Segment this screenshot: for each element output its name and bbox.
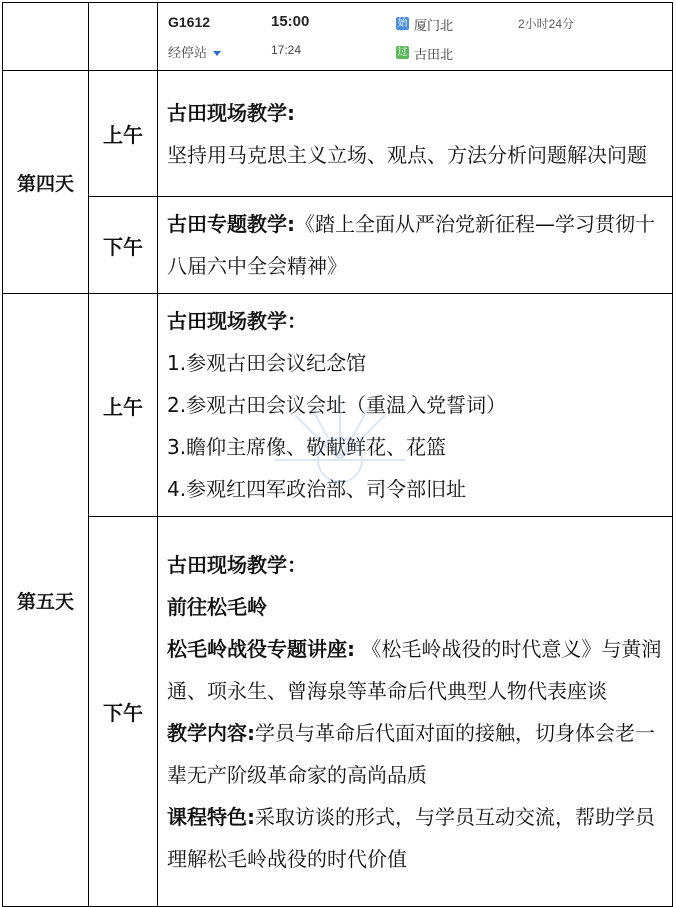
schedule-table	[2, 2, 673, 907]
feature-text: 采取访谈的形式，与学员互动交流，帮助学员理解松毛岭战役的时代价值	[167, 804, 655, 871]
lecture-label: 松毛岭战役专题讲座:	[167, 636, 355, 661]
day5-morning-title: 古田现场教学：	[167, 309, 307, 333]
to-station: 古田北	[414, 46, 454, 62]
list-item: 3.瞻仰主席像、敬献鲜花、花篮	[167, 435, 447, 459]
day5-label: 第五天	[3, 294, 89, 907]
lecture-text: 《松毛岭战役的时代意义》与黄润通、项永生、曾海泉等革命后代典型人物代表座谈	[167, 636, 662, 703]
depart-time: 15:00	[271, 12, 310, 30]
day4-afternoon-period: 下午	[89, 197, 158, 294]
day5-afternoon-content	[158, 517, 673, 907]
train-info-cell	[158, 3, 673, 71]
day5-morning-period: 上午	[89, 294, 158, 517]
duration: 2小时24分	[518, 16, 575, 31]
day4-afternoon-text: 《踏上全面从严治党新征程—学习贯彻十八届六中全会精神》	[167, 212, 655, 278]
day4-morning-title: 古田现场教学:	[167, 100, 295, 125]
empty-cell	[89, 3, 158, 71]
list-item: 4.参观红四军政治部、司令部旧址	[167, 477, 467, 501]
pass-station-icon: 过	[397, 46, 408, 58]
day5-afternoon-row	[3, 517, 673, 907]
train-info	[158, 4, 672, 70]
day4-afternoon-title: 古田专题教学:	[167, 212, 295, 236]
day4-afternoon-row	[3, 197, 673, 294]
empty-cell	[3, 3, 89, 71]
stops-dropdown[interactable]	[168, 42, 221, 61]
start-station-icon: 始	[397, 17, 408, 29]
day4-morning-text: 坚持用马克思主义立场、观点、方法分析问题解决问题	[167, 142, 647, 167]
content-text: 学员与革命后代面对面的接触，切身体会老一辈无产阶级革命家的高尚品质	[167, 720, 655, 787]
day5-morning-content	[158, 294, 673, 517]
stops-label: 经停站	[168, 44, 208, 60]
day4-label: 第四天	[3, 71, 89, 294]
day5-afternoon-period: 下午	[89, 517, 158, 907]
feature-label: 课程特色:	[167, 804, 255, 829]
arrive-time: 17:24	[271, 42, 302, 57]
train-row	[3, 3, 673, 71]
day4-morning-period: 上午	[89, 71, 158, 197]
content-label: 教学内容:	[167, 720, 255, 745]
day4-morning-row	[3, 71, 673, 197]
day5-afternoon-subtitle: 前往松毛岭	[167, 594, 267, 619]
day4-afternoon-content	[158, 197, 673, 294]
train-number: G1612	[168, 13, 211, 30]
chevron-down-icon	[213, 51, 221, 56]
day4-morning-content	[158, 71, 673, 197]
day5-morning-row	[3, 294, 673, 517]
from-station: 厦门北	[414, 17, 454, 33]
list-item: 2.参观古田会议会址（重温入党誓词）	[167, 393, 507, 417]
day5-afternoon-title: 古田现场教学：	[167, 552, 307, 577]
list-item: 1.参观古田会议纪念馆	[167, 351, 367, 375]
